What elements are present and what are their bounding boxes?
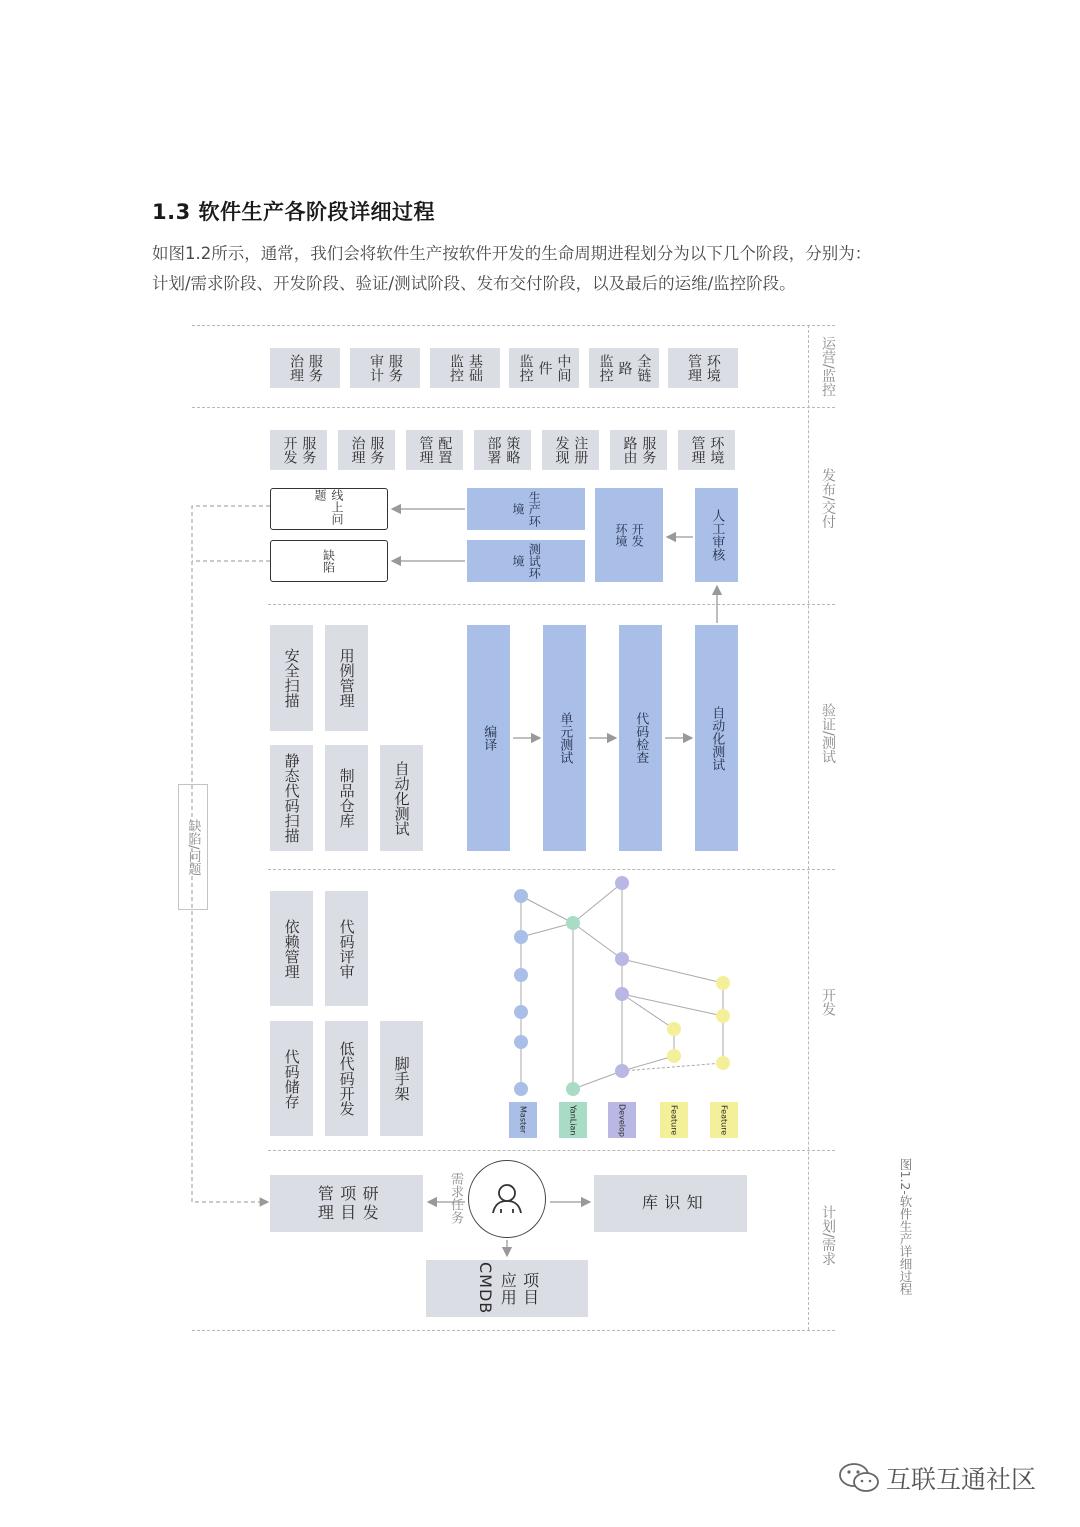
phase-label-dev: 开发 <box>820 988 836 1016</box>
branch-label-feature-2: Feature <box>710 1102 738 1138</box>
tool-security-scan: 安全扫描 <box>270 625 313 731</box>
defect-box: 缺陷 <box>270 540 388 582</box>
tool-code-storage: 代码储存 <box>270 1021 313 1136</box>
prod-env-box: 生产环境 <box>467 488 585 530</box>
intro-paragraph-line-2: 计划/需求阶段、开发阶段、验证/测试阶段、发布交付阶段，以及最后的运维/监控阶段。 <box>152 274 796 293</box>
knowledge-base-box: 知 识 库 <box>594 1175 747 1232</box>
tool-static-code-scan: 静态代码扫描 <box>270 745 313 851</box>
rd-project-management-box: 研发 项目 管理 <box>270 1175 423 1232</box>
phase-label-plan: 计划/需求 <box>820 1205 836 1266</box>
tool-code-review: 代码评审 <box>325 891 368 1006</box>
git-graph-edges <box>521 883 723 1089</box>
phase-label-verify: 验证/测试 <box>820 703 836 764</box>
tool-testcase-management: 用例管理 <box>325 625 368 731</box>
ops-box-middleware-monitoring: 中间 件 监控 <box>509 348 579 388</box>
ops-box-fulllink-monitoring: 全链 路 监控 <box>589 348 659 388</box>
figure-caption: 图1.2-软件生产详细过程 <box>898 1158 913 1295</box>
tool-lowcode-dev: 低代码开发 <box>325 1021 368 1136</box>
tool-dependency-management: 依赖管理 <box>270 891 313 1006</box>
flow-code-check: 代码检查 <box>619 625 662 851</box>
watermark-text: 互联互通社区 <box>886 1465 1037 1494</box>
branch-label-master: Master <box>509 1102 537 1138</box>
flow-compile: 编译 <box>467 625 510 851</box>
release-box-register-discovery: 注册 发现 <box>542 430 599 470</box>
online-issue-box: 线上问题 <box>270 488 388 530</box>
ops-box-service-governance: 服务 治理 <box>270 348 340 388</box>
test-env-box: 测试环境 <box>467 540 585 582</box>
ops-box-basic-monitoring: 基础 监控 <box>430 348 500 388</box>
branch-label-yanlian: YanLian <box>559 1102 587 1138</box>
ops-box-env-management: 环境 管理 <box>668 348 738 388</box>
feedback-loop-online <box>192 506 270 1202</box>
feature-commits <box>667 976 730 1070</box>
requirement-task-label: 需求任务 <box>448 1172 463 1224</box>
project-app-cmdb-box: 项目 应用 CMDB <box>426 1260 588 1317</box>
release-box-env-management: 环境 管理 <box>678 430 735 470</box>
release-box-config-management: 配置 管理 <box>406 430 463 470</box>
release-box-service-dev: 服务 开发 <box>270 430 327 470</box>
branch-label-feature-1: Feature <box>660 1102 688 1138</box>
tool-scaffold: 脚手架 <box>380 1021 423 1136</box>
manual-review-box: 人工审核 <box>695 488 738 582</box>
ops-box-service-audit: 服务 审计 <box>350 348 420 388</box>
branch-label-develop: Develop <box>608 1102 636 1138</box>
release-box-policy-deploy: 策略 部署 <box>474 430 531 470</box>
section-heading: 1.3 软件生产各阶段详细过程 <box>152 200 436 224</box>
tool-artifact-repo: 制品仓库 <box>325 745 368 851</box>
flow-unit-test: 单元测试 <box>543 625 586 851</box>
tool-auto-test: 自动化测试 <box>380 745 423 851</box>
defect-issue-label: 缺陷/问题 <box>178 784 208 910</box>
dev-env-box: 开发 环境 <box>595 488 663 582</box>
release-box-service-governance: 服务 治理 <box>338 430 395 470</box>
phase-label-release: 发布/交付 <box>820 468 836 529</box>
flow-auto-test: 自动化测试 <box>695 625 738 851</box>
release-box-service-routing: 服务 路由 <box>610 430 667 470</box>
phase-label-ops: 运营/监控 <box>820 336 836 397</box>
intro-paragraph-line-1: 如图1.2所示，通常，我们会将软件生产按软件开发的生命周期进程划分为以下几个阶段，分别为： <box>152 244 872 263</box>
